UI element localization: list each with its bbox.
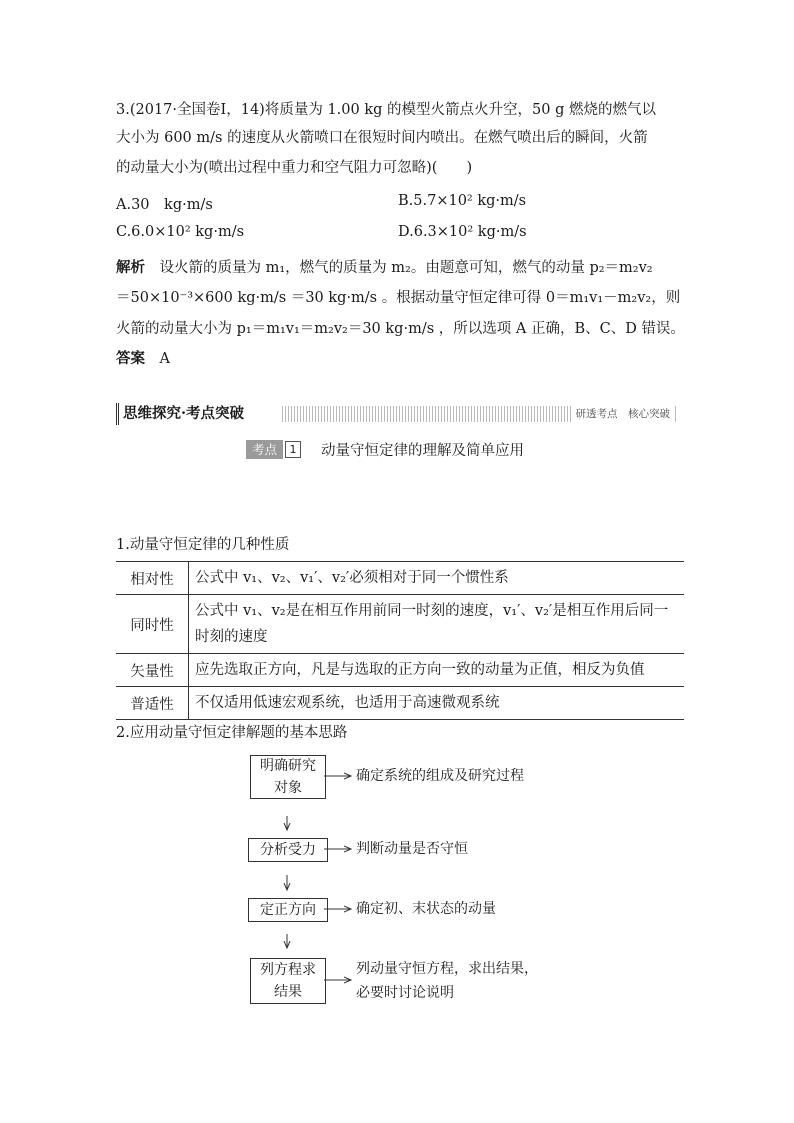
section1-heading: 1.动量守恒定律的几种性质 (116, 537, 290, 553)
property-key: 普适性 (116, 687, 189, 720)
property-key: 相对性 (116, 562, 189, 595)
question-line-2: 大小为 600 m/s 的速度从火箭喷口在很短时间内喷出。在燃气喷出后的瞬间，火箭 (116, 130, 648, 146)
flow-step-3-box: 定正方向 (248, 898, 328, 922)
banner-note: 研透考点 核心突破 (572, 406, 675, 422)
flow-step-2-box: 分析受力 (248, 838, 328, 862)
option-d: D.6.3×10² kg·m/s (398, 224, 527, 240)
analysis-label: 解析 (116, 259, 145, 276)
kaodian-title: 动量守恒定律的理解及简单应用 (321, 443, 525, 459)
flow-step-3-desc: 确定初、末状态的动量 (356, 901, 496, 917)
flow-step-4-desc-1: 列动量守恒方程，求出结果， (356, 961, 538, 977)
property-desc: 公式中 v₁、v₂、v₁′、v₂′必须相对于同一个惯性系 (189, 562, 685, 595)
property-desc: 不仅适用低速宏观系统，也适用于高速微观系统 (189, 687, 685, 720)
analysis-text-1: 设火箭的质量为 m₁，燃气的质量为 m₂。由题意可知，燃气的动量 p₂＝m₂v₂ (159, 260, 653, 276)
question-line-1: 3.(2017·全国卷Ⅰ，14)将质量为 1.00 kg 的模型火箭点火升空，50 g 燃烧的燃气以 (116, 102, 656, 118)
property-desc: 公式中 v₁、v₂是在相互作用前同一时刻的速度，v₁′、v₂′是相互作用后同一时刻的速度 (189, 595, 685, 654)
property-key: 同时性 (116, 595, 189, 654)
banner-title: 思维探究·考点突破 (116, 403, 244, 425)
answer-label: 答案 (116, 350, 145, 367)
property-desc: 应先选取正方向，凡是与选取的正方向一致的动量为正值，相反为负值 (189, 654, 685, 687)
question-line-3: 的动量大小为(喷出过程中重力和空气阻力可忽略)( ) (116, 160, 473, 176)
kaodian-label: 考点 (246, 440, 283, 459)
flow-step-4-desc-2: 必要时讨论说明 (356, 985, 454, 1001)
option-a: A.30 kg·m/s (116, 197, 213, 213)
flow-step-1-desc: 确定系统的组成及研究过程 (356, 768, 524, 784)
option-b: B.5.7×10² kg·m/s (398, 193, 527, 209)
section2-heading: 2.应用动量守恒定律解题的基本思路 (116, 725, 348, 741)
flow-step-1-box: 明确研究对象 (250, 755, 326, 799)
property-key: 矢量性 (116, 654, 189, 687)
option-c: C.6.0×10² kg·m/s (116, 224, 245, 240)
analysis-line-2: ＝50×10⁻³×600 kg·m/s ＝30 kg·m/s 。根据动量守恒定律可得 0＝m₁v₁－m₂v₂，则 (116, 290, 681, 306)
flow-step-4-box: 列方程求结果 (250, 958, 326, 1004)
analysis-line-3: 火箭的动量大小为 p₁＝m₁v₁＝m₂v₂＝30 kg·m/s ，所以选项 A 正确，B、C、D 错误。 (116, 321, 685, 337)
flow-step-2-desc: 判断动量是否守恒 (356, 841, 468, 857)
kaodian-number: 1 (285, 441, 301, 458)
answer-value: A (159, 351, 170, 367)
